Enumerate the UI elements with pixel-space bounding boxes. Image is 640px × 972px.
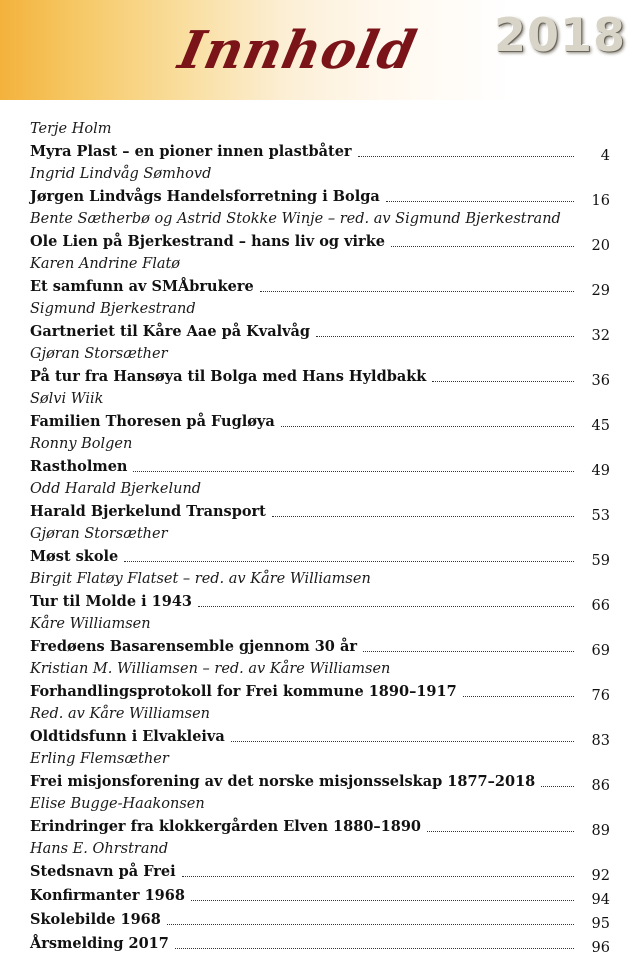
entry-page-number: 66 <box>591 598 610 614</box>
page-title: Innhold <box>173 20 423 81</box>
toc-entry <box>30 298 610 343</box>
dot-leader <box>432 365 574 382</box>
dot-leader <box>358 140 574 157</box>
entry-page-number: 4 <box>600 148 610 164</box>
entry-author: Kåre Williamsen <box>30 616 151 632</box>
toc-entry <box>30 658 610 703</box>
toc-entry <box>30 163 610 208</box>
dot-leader <box>124 545 574 562</box>
dot-leader <box>316 320 574 337</box>
entry-page-number: 59 <box>591 553 610 569</box>
toc-entry <box>30 793 610 838</box>
entry-title-line[interactable] <box>30 770 610 793</box>
entry-title: Stedsnavn på Frei <box>30 863 176 880</box>
toc-entry <box>30 433 610 478</box>
entry-page-number: 53 <box>591 508 610 524</box>
entry-title-line[interactable] <box>30 725 610 748</box>
dot-leader <box>182 860 574 877</box>
dot-leader <box>281 410 574 427</box>
dot-leader <box>198 590 574 607</box>
table-of-contents <box>30 118 610 955</box>
toc-entry <box>30 568 610 613</box>
toc-entry <box>30 838 610 883</box>
toc-entry <box>30 118 610 163</box>
entry-title-line[interactable] <box>30 455 610 478</box>
entry-page-number: 95 <box>591 916 610 932</box>
entry-author: Red. av Kåre Williamsen <box>30 706 210 722</box>
dot-leader <box>133 455 574 472</box>
entry-title-line[interactable] <box>30 908 610 931</box>
year-badge: 2018 <box>493 8 626 62</box>
entry-author: Odd Harald Bjerkelund <box>30 481 202 497</box>
dot-leader <box>175 932 574 949</box>
toc-entry <box>30 932 610 955</box>
entry-author: Gjøran Storsæther <box>30 526 168 542</box>
header-banner <box>0 0 640 100</box>
entry-title: Årsmelding 2017 <box>30 935 169 952</box>
entry-title: Familien Thoresen på Fugløya <box>30 413 275 430</box>
entry-title: På tur fra Hansøya til Bolga med Hans Hyldbakk <box>30 368 427 385</box>
dot-leader <box>231 725 574 742</box>
entry-title-line[interactable] <box>30 815 610 838</box>
dot-leader <box>272 500 574 517</box>
entry-title-line[interactable] <box>30 884 610 907</box>
entry-author: Kristian M. Williamsen – red. av Kåre Williamsen <box>30 661 391 677</box>
entry-title: Et samfunn av SMÅbrukere <box>30 278 254 295</box>
dot-leader <box>167 908 574 925</box>
entry-title-line[interactable] <box>30 635 610 658</box>
entry-page-number: 94 <box>591 892 610 908</box>
entry-title-line[interactable] <box>30 500 610 523</box>
entry-title: Møst skole <box>30 548 119 565</box>
entry-page-number: 45 <box>591 418 610 434</box>
entry-page-number: 92 <box>591 868 610 884</box>
entry-title-line[interactable] <box>30 860 610 883</box>
entry-title-line[interactable] <box>30 680 610 703</box>
dot-leader <box>386 185 574 202</box>
entry-title: Konfirmanter 1968 <box>30 887 185 904</box>
entry-page-number: 16 <box>591 193 610 209</box>
entry-title: Myra Plast – en pioner innen plastbåter <box>30 143 352 160</box>
entry-title: Oldtidsfunn i Elvakleiva <box>30 728 225 745</box>
entry-title-line[interactable] <box>30 185 610 208</box>
entry-author: Hans E. Ohrstrand <box>30 841 169 857</box>
entry-page-number: 32 <box>591 328 610 344</box>
entry-author: Terje Holm <box>30 121 112 137</box>
entry-author: Bente Sætherbø og Astrid Stokke Winje – red. av Sigmund Bjerkestrand <box>30 211 561 227</box>
entry-page-number: 83 <box>591 733 610 749</box>
dot-leader <box>463 680 574 697</box>
entry-page-number: 49 <box>591 463 610 479</box>
entry-author: Ronny Bolgen <box>30 436 133 452</box>
entry-title: Gartneriet til Kåre Aae på Kvalvåg <box>30 323 311 340</box>
dot-leader <box>541 770 574 787</box>
entry-author: Ingrid Lindvåg Sømhovd <box>30 166 212 182</box>
entry-page-number: 36 <box>591 373 610 389</box>
entry-title: Frei misjonsforening av det norske misjonsselskap 1877–2018 <box>30 773 536 790</box>
entry-page-number: 76 <box>591 688 610 704</box>
dot-leader <box>427 815 574 832</box>
entry-author: Elise Bugge-Haakonsen <box>30 796 205 812</box>
dot-leader <box>391 230 574 247</box>
toc-entry <box>30 613 610 658</box>
entry-title: Erindringer fra klokkergården Elven 1880–1890 <box>30 818 422 835</box>
entry-author: Gjøran Storsæther <box>30 346 168 362</box>
dot-leader <box>363 635 574 652</box>
entry-author: Sølvi Wiik <box>30 391 104 407</box>
entry-title-line[interactable] <box>30 365 610 388</box>
entry-title: Harald Bjerkelund Transport <box>30 503 266 520</box>
entry-title-line[interactable] <box>30 932 610 955</box>
toc-entry <box>30 748 610 793</box>
entry-title-line[interactable] <box>30 230 610 253</box>
dot-leader <box>260 275 574 292</box>
entry-title-line[interactable] <box>30 140 610 163</box>
toc-entry <box>30 208 610 253</box>
toc-entry <box>30 884 610 907</box>
entry-page-number: 69 <box>591 643 610 659</box>
entry-title: Rastholmen <box>30 458 128 475</box>
entry-title: Forhandlingsprotokoll for Frei kommune 1890–1917 <box>30 683 457 700</box>
entry-author: Karen Andrine Flatø <box>30 256 181 272</box>
entry-title-line[interactable] <box>30 320 610 343</box>
toc-entry <box>30 703 610 748</box>
entry-page-number: 20 <box>591 238 610 254</box>
entry-title-line[interactable] <box>30 410 610 433</box>
toc-entry <box>30 253 610 298</box>
entry-author: Erling Flemsæther <box>30 751 169 767</box>
entry-title: Fredøens Basarensemble gjennom 30 år <box>30 638 357 655</box>
toc-entry <box>30 343 610 388</box>
entry-page-number: 29 <box>591 283 610 299</box>
entry-page-number: 96 <box>591 940 610 956</box>
entry-author: Sigmund Bjerkestrand <box>30 301 196 317</box>
dot-leader <box>191 884 574 901</box>
entry-title: Ole Lien på Bjerkestrand – hans liv og virke <box>30 233 385 250</box>
entry-author: Birgit Flatøy Flatset – red. av Kåre Williamsen <box>30 571 371 587</box>
entry-page-number: 86 <box>591 778 610 794</box>
toc-entry <box>30 388 610 433</box>
entry-title: Tur til Molde i 1943 <box>30 593 193 610</box>
entry-title: Skolebilde 1968 <box>30 911 161 928</box>
toc-entry <box>30 523 610 568</box>
entry-title: Jørgen Lindvågs Handelsforretning i Bolga <box>30 188 380 205</box>
entry-title-line[interactable] <box>30 590 610 613</box>
entry-title-line[interactable] <box>30 545 610 568</box>
toc-entry <box>30 908 610 931</box>
toc-entry <box>30 478 610 523</box>
entry-title-line[interactable] <box>30 275 610 298</box>
entry-page-number: 89 <box>591 823 610 839</box>
